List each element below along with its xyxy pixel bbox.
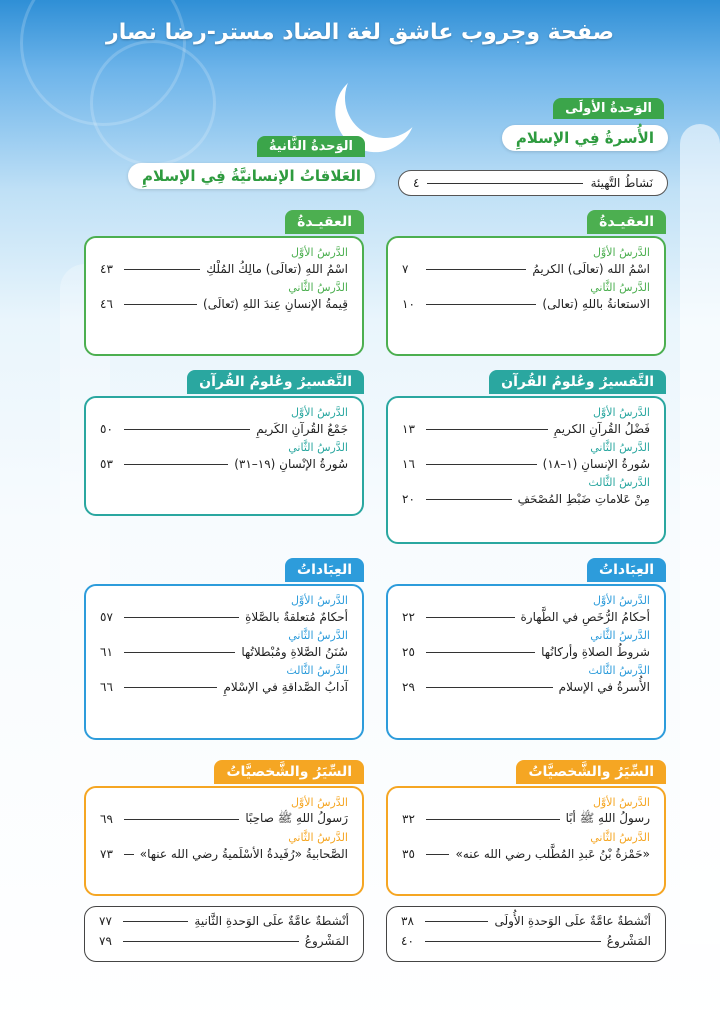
leader-dots [426,464,537,465]
section-tab: السِّيَرُ والشَّخصيَّاتُ [214,760,364,784]
leader-dots [124,304,197,305]
lesson-heading: الدَّرسُ الأوَّل [290,594,348,607]
entry-title: قِيمةُ الإنسانِ عِندَ اللهِ (تَعالَى) [203,297,348,311]
toc-entry[interactable] [402,677,650,697]
entry-page: ٥٧ [100,610,113,624]
entry-title: الاستعانةُ باللهِ (تعالى) [542,297,650,311]
section-box [84,584,364,740]
toc-entry[interactable] [99,911,349,931]
lesson-heading: الدَّرسُ الأوَّل [290,246,348,259]
leader-dots [427,183,582,184]
section-tab: العِبَاداتُ [587,558,666,582]
leader-dots [123,921,188,922]
entry-title: سُورةُ الإنْسانِ (١٩–٣١) [234,457,348,471]
lesson-heading: الدَّرسُ الثَّاني [590,629,650,642]
section-tab: السِّيَرُ والشَّخصيَّاتُ [516,760,666,784]
toc-entry[interactable] [402,607,650,627]
leader-dots [426,269,526,270]
entry-title: «حَمْزةُ بْنُ عَبدِ المُطَّلب رضي الله عنه» [455,847,650,861]
leader-dots [425,921,488,922]
toc-entry[interactable] [100,677,348,697]
entry-title: رَسولُ اللهِ ﷺ صاحِبًا [245,810,348,825]
lesson-heading: الدَّرسُ الثَّاني [590,441,650,454]
toc-entry[interactable] [100,607,348,627]
entry-title: فَضْلُ القُرآنِ الكريمِ [553,422,650,436]
toc-entry[interactable] [402,844,650,864]
entry-page: ٦٦ [100,680,113,694]
leader-dots [124,464,228,465]
leader-dots [124,617,239,618]
leader-dots [124,652,235,653]
section-tab: التَّفسيرُ وعُلومُ القُرآن [187,370,364,394]
leader-dots [426,499,512,500]
section-box [386,786,666,896]
entry-title: جَمْعُ القُرآنِ الكَريمِ [256,422,348,436]
intro-activity-row[interactable] [398,170,668,196]
toc-entry[interactable] [402,489,650,509]
lesson-heading: الدَّرسُ الأوَّل [592,246,650,259]
lesson-heading: الدَّرسُ الثَّالث [588,664,650,677]
lesson-heading: الدَّرسُ الثَّالث [286,664,348,677]
leader-dots [123,941,299,942]
leader-dots [426,687,553,688]
toc-entry[interactable] [402,642,650,662]
entry-page: ٧ [402,262,409,276]
unit2-title: العَلاقاتُ الإنسانيَّةُ فِي الإسلامِ [128,163,375,189]
leader-dots [124,687,217,688]
leader-dots [426,617,515,618]
section-box [84,236,364,356]
toc-entry[interactable] [402,294,650,314]
leader-dots [426,304,536,305]
entry-page: ٤٣ [100,262,113,276]
entry-page: ٢٥ [402,645,415,659]
section-box [386,584,666,740]
section-box [386,396,666,544]
leader-dots [124,819,239,820]
unit2-activities-box [84,906,364,962]
decorative-ring [90,40,216,166]
section-box [84,396,364,516]
toc-entry[interactable] [100,844,348,864]
toc-entry[interactable] [402,809,650,829]
toc-entry[interactable] [100,419,348,439]
section-tab: العقيـدةُ [587,210,666,234]
entry-page: ٣٥ [402,847,415,861]
entry-title: اسْمُ اللهِ (تعالَى) مالِكُ المُلْكِ [206,262,348,276]
section-box [84,786,364,896]
lesson-heading: الدَّرسُ الثَّاني [288,281,348,294]
entry-title: مِنْ عَلاماتِ ضَبْطِ المُصْحَفِ [517,492,650,506]
lesson-heading: الدَّرسُ الثَّاني [590,831,650,844]
unit1-title: الأُسرةُ فِي الإسلامِ [502,125,668,151]
entry-title: أنْشطةٌ عامَّةٌ علَى الوَحدةِ الأُولَى [494,914,651,928]
section-tab: العِبَاداتُ [285,558,364,582]
entry-page: ٧٣ [100,847,113,861]
entry-page: ٢٢ [402,610,415,624]
lesson-heading: الدَّرسُ الثَّاني [288,441,348,454]
entry-page: ٧٩ [99,934,112,948]
entry-page: ١٣ [402,422,415,436]
section-tab: العقيـدةُ [285,210,364,234]
entry-title: المَشْروعُ [304,934,349,948]
entry-title: آدابُ الصَّداقةِ في الإسْلامِ [223,680,348,694]
leader-dots [426,854,449,855]
entry-page: ٥٠ [100,422,113,436]
entry-title: أحكامُ الرُّخَصِ في الطَّهارة [520,610,650,624]
entry-page: ٧٧ [99,914,112,928]
entry-page: ٦١ [100,645,113,659]
toc-entry[interactable] [401,911,651,931]
toc-entry[interactable] [100,809,348,829]
lesson-heading: الدَّرسُ الأوَّل [592,796,650,809]
page-title: صفحة وجروب عاشق لغة الضاد مستر-رضا نصار [106,20,614,45]
entry-page: ٣٨ [401,914,414,928]
toc-entry[interactable] [402,454,650,474]
minaret-decoration [680,124,720,944]
lesson-heading: الدَّرسُ الثَّالث [588,476,650,489]
intro-activity-page: ٤ [413,176,420,190]
entry-page: ٦٩ [100,812,113,826]
unit2-badge: الوَحدةُ الثَّانيةُ [257,136,365,157]
lesson-heading: الدَّرسُ الأوَّل [592,594,650,607]
toc-entry[interactable] [100,259,348,279]
unit1-badge: الوَحدةُ الأولَى [553,98,664,119]
lesson-heading: الدَّرسُ الأوَّل [290,406,348,419]
entry-title: المَشْروعُ [606,934,651,948]
unit1-activities-box [386,906,666,962]
toc-entry[interactable] [100,294,348,314]
entry-title: سُورةُ الإنسانِ (١–١٨) [542,457,650,471]
leader-dots [124,854,134,855]
toc-entry[interactable] [402,419,650,439]
leader-dots [426,429,548,430]
toc-entry[interactable] [100,642,348,662]
entry-page: ٥٣ [100,457,113,471]
entry-title: أنْشطةٌ عامَّةٌ علَى الوَحدةِ الثَّانيةِ [194,914,349,928]
lesson-heading: الدَّرسُ الثَّاني [288,831,348,844]
section-box [386,236,666,356]
entry-title: شروطُ الصلاةِ وأركانُها [541,645,650,659]
entry-page: ٣٢ [402,812,415,826]
lesson-heading: الدَّرسُ الثَّاني [288,629,348,642]
entry-page: ٢٠ [402,492,415,506]
crescent-moon-icon [334,47,437,150]
entry-page: ٢٩ [402,680,415,694]
entry-page: ١٦ [402,457,415,471]
entry-title: سُنَنُ الصَّلاةِ ومُبْطلاتُها [241,645,348,659]
entry-page: ٤٠ [401,934,414,948]
lesson-heading: الدَّرسُ الثَّاني [590,281,650,294]
section-tab: التَّفسيرُ وعُلومُ القُرآن [489,370,666,394]
leader-dots [426,819,560,820]
entry-page: ١٠ [402,297,415,311]
entry-title: أحكامٌ مُتعلقةٌ بالصَّلاةِ [245,610,348,624]
lesson-heading: الدَّرسُ الأوَّل [592,406,650,419]
leader-dots [426,652,535,653]
intro-activity-label: نَشاطُ التَّهيئة [590,176,653,190]
entry-title: الصَّحابيةُ «رُفَيدةُ الأسْلَميةُ رضي الله عنها» [139,847,348,861]
leader-dots [425,941,601,942]
entry-page: ٤٦ [100,297,113,311]
toc-entry[interactable] [100,454,348,474]
leader-dots [124,269,200,270]
toc-entry[interactable] [401,931,651,951]
leader-dots [124,429,250,430]
lesson-heading: الدَّرسُ الأوَّل [290,796,348,809]
toc-entry[interactable] [99,931,349,951]
toc-entry[interactable] [402,259,650,279]
entry-title: الأُسرةُ في الإسلام [558,680,650,694]
entry-title: رسولُ اللهِ ﷺ أبًا [565,810,650,825]
entry-title: اسْمُ الله (تعالَى) الكريمُ [532,262,650,276]
